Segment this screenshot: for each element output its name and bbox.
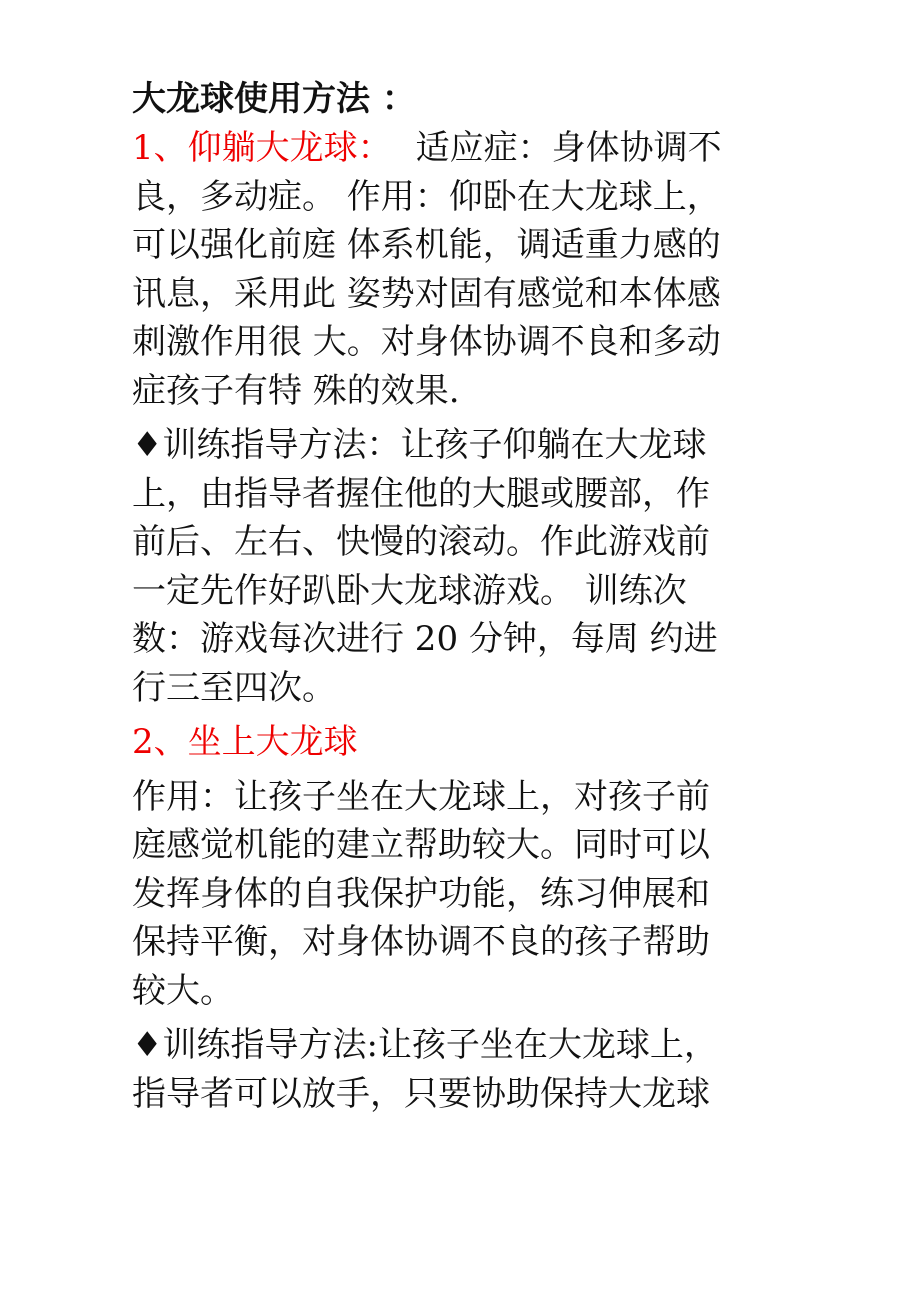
section-1-method-line: 一定先作好趴卧大龙球游戏。 训练次 xyxy=(132,570,687,611)
document-title: 大龙球使用方法 ： xyxy=(132,79,416,119)
section-1-method xyxy=(132,421,792,712)
section-1-heading: 1、仰躺大龙球： xyxy=(132,128,392,168)
section-2-method-line: 指导者可以放手，只要协助保持大龙球 xyxy=(132,1073,710,1114)
section-1-line: 讯息，采用此 姿势对固有感觉和本体感 xyxy=(132,273,721,314)
section-2-line: 庭感觉机能的建立帮助较大。同时可以 xyxy=(132,825,710,865)
section-1-intro xyxy=(132,124,792,415)
document-page xyxy=(132,74,792,1124)
section-1-line: 适应症：身体协调不 xyxy=(415,128,722,168)
section-1-method-line: 数：游戏每次进行 20 分钟，每周 约进 xyxy=(132,619,718,659)
section-2-line: 发挥身体的自我保护功能，练习伸展和 xyxy=(132,873,710,914)
section-2-method xyxy=(132,1021,792,1118)
section-1-method-line: ♦训练指导方法：让孩子仰躺在大龙球 xyxy=(132,425,707,465)
section-2-line: 较大。 xyxy=(132,970,234,1011)
section-1-line: 症孩子有特 殊的效果. xyxy=(132,370,460,411)
section-1-line: 刺激作用很 大。对身体协调不良和多动 xyxy=(132,322,721,362)
section-2-heading: 2、坐上大龙球 xyxy=(132,722,358,762)
section-1-first-line xyxy=(132,124,792,173)
section-1-method-line: 上，由指导者握住他的大腿或腰部，作 xyxy=(132,473,710,514)
section-2-line: 作用：让孩子坐在大龙球上，对孩子前 xyxy=(132,776,710,817)
section-1-method-line: 行三至四次。 xyxy=(132,667,336,708)
section-2-intro xyxy=(132,773,792,1016)
section-1-line: 良，多动症。 作用：仰卧在大龙球上， xyxy=(132,176,721,217)
section-1-line: 可以强化前庭 体系机能，调适重力感的 xyxy=(132,225,721,265)
section-2-line: 保持平衡，对身体协调不良的孩子帮助 xyxy=(132,922,710,962)
section-2-method-line: ♦训练指导方法:让孩子坐在大龙球上， xyxy=(132,1025,718,1065)
section-1-method-line: 前后、左右、快慢的滚动。作此游戏前 xyxy=(132,522,710,562)
